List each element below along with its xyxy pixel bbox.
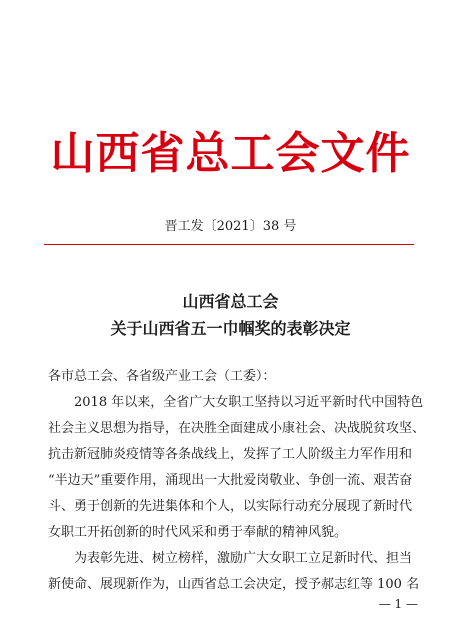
paragraph-2-line: 为表彰先进、树立榜样，激励广大女职工立足新时代、担当 (74, 551, 413, 566)
paragraph-1-line: 2018 年以来，全省广大女职工坚持以习近平新时代中国特色 (74, 395, 424, 410)
paragraph-2-line: 新使命、展现新作为，山西省总工会决定，授予郝志红等 100 名 (48, 577, 420, 592)
paragraph-1-line: 斗、勇于创新的先进集体和个人，以实际行动充分展现了新时代 (48, 499, 413, 514)
paragraph-1-line: 女职工开拓创新的时代风采和勇于奉献的精神风貌。 (48, 525, 348, 540)
paragraph-1-line: 社会主义思想为指导，在决胜全面建成小康社会、决战脱贫攻坚、 (48, 421, 426, 436)
document-number: 晋工发〔2021〕38 号 (164, 219, 297, 234)
paragraph-1-line: “半边天”重要作用，涌现出一大批爱岗敬业、争创一流、艰苦奋 (48, 473, 413, 488)
paragraph-1-line: 抗击新冠肺炎疫情等各条战线上，发挥了工人阶级主力军作用和 (48, 447, 413, 462)
document-title-issuer: 山西省总工会 (182, 292, 279, 311)
red-separator-rule (44, 244, 414, 245)
document-masthead: 山西省总工会文件 (50, 128, 411, 179)
document-salutation: 各市总工会、各省级产业工会（工委）： (48, 369, 276, 384)
document-title-subject: 关于山西省五一巾帼奖的表彰决定 (110, 319, 351, 338)
page-number: — 1 — (378, 597, 418, 611)
